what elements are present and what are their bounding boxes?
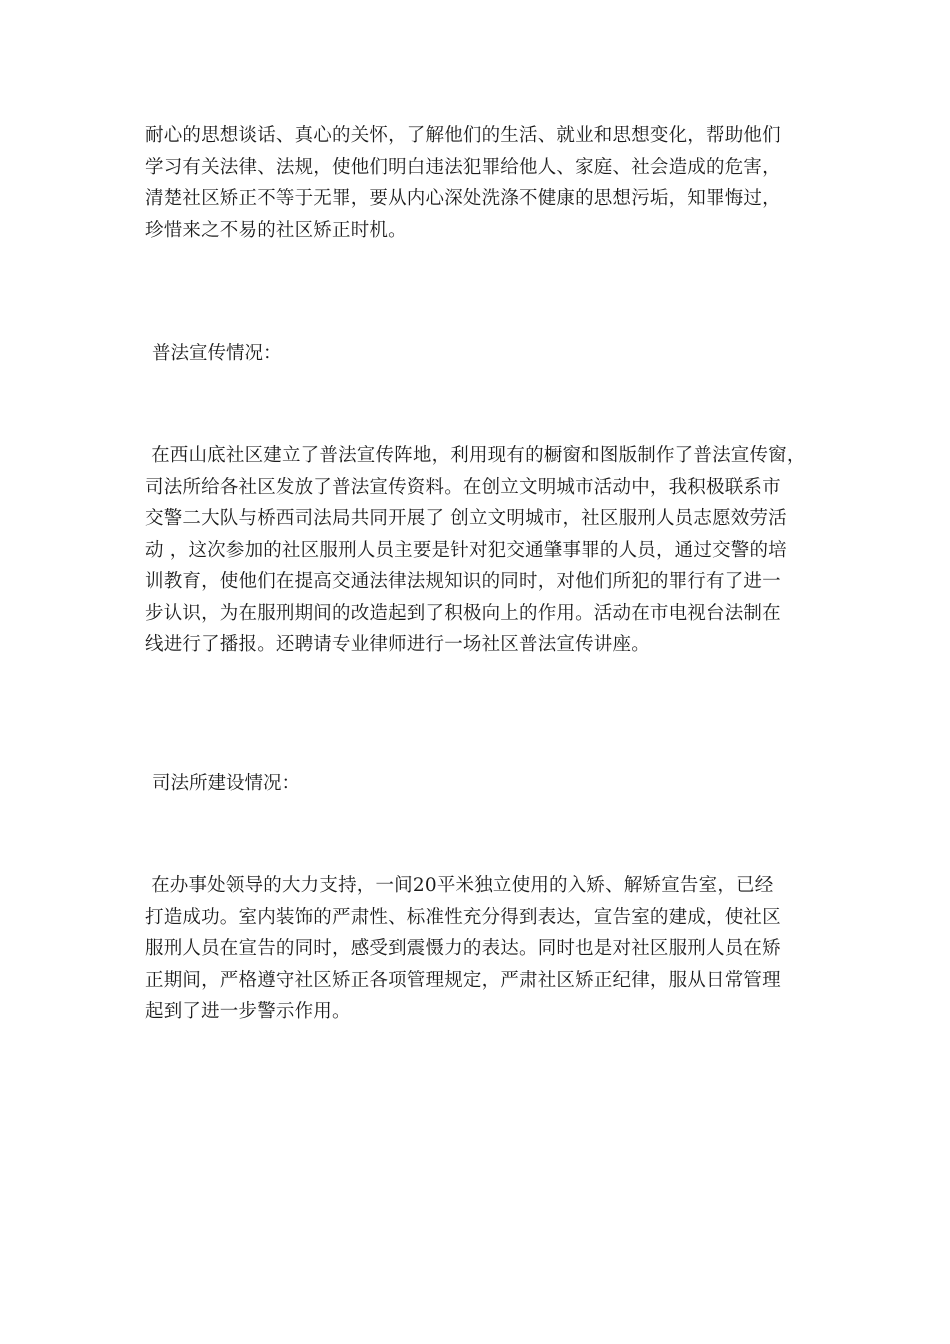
text-line: 训教育，使他们在提高交通法律法规知识的同时，对他们所犯的罪行有了进一 xyxy=(145,571,781,592)
section-heading-judicial-office: 司法所建设情况： xyxy=(152,773,301,794)
text-line: 线进行了播报。还聘请专业律师进行一场社区普法宣传讲座。 xyxy=(145,634,650,655)
text-line: 珍惜来之不易的社区矫正时机。 xyxy=(145,219,407,241)
text-line: 学习有关法律、法规，使他们明白违法犯罪给他人、家庭、社会造成的危害， xyxy=(145,156,781,178)
text-line: 在西山底社区建立了普法宣传阵地，利用现有的橱窗和图版制作了普法宣传窗， xyxy=(145,445,806,466)
text-line: 交警二大队与桥西司法局共同开展了 创立文明城市，社区服刑人员志愿效劳活 xyxy=(145,508,787,529)
text-line: 服刑人员在宣告的同时，感受到震慑力的表达。同时也是对社区服刑人员在矫 xyxy=(145,938,781,959)
text-line: 步认识，为在服刑期间的改造起到了积极向上的作用。活动在市电视台法制在 xyxy=(145,602,781,624)
paragraph-counseling xyxy=(145,120,825,246)
text-line: 耐心的思想谈话、真心的关怀，了解他们的生活、就业和思想变化，帮助他们 xyxy=(145,125,781,146)
text-line: 司法所给各社区发放了普法宣传资料。在创立文明城市活动中，我积极联系市 xyxy=(145,476,781,498)
section-heading-legal-publicity: 普法宣传情况： xyxy=(152,343,282,364)
text-line: 打造成功。室内装饰的严肃性、标准性充分得到表达，宣告室的建成，使社区 xyxy=(145,906,781,928)
text-line: 起到了进一步警示作用。 xyxy=(145,1001,351,1022)
text-line: 动 ，这次参加的社区服刑人员主要是针对犯交通肇事罪的人员，通过交警的培 xyxy=(145,539,787,561)
paragraph-judicial-office xyxy=(145,870,825,1028)
paragraph-legal-publicity xyxy=(145,440,825,661)
text-line: 清楚社区矫正不等于无罪，要从内心深处洗涤不健康的思想污垢，知罪悔过， xyxy=(145,188,781,209)
text-line: 正期间，严格遵守社区矫正各项管理规定，严肃社区矫正纪律，服从日常管理 xyxy=(145,969,781,991)
text-line: 在办事处领导的大力支持，一间20平米独立使用的入矫、解矫宣告室，已经 xyxy=(145,875,774,896)
